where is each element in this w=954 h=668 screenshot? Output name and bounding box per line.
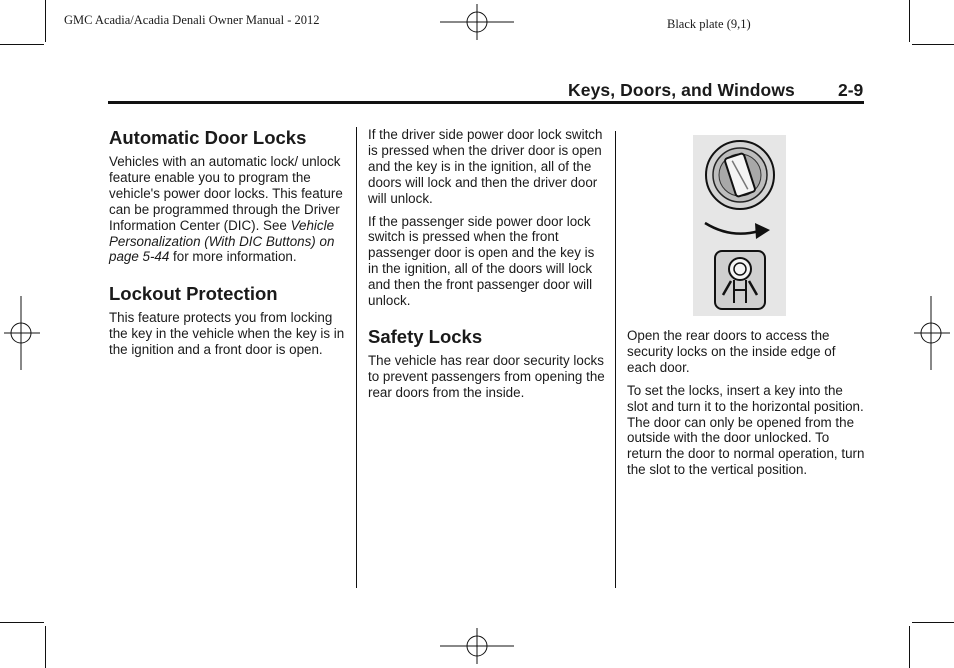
heading-lockout-protection: Lockout Protection bbox=[109, 283, 278, 305]
section-title: Keys, Doors, and Windows bbox=[568, 80, 795, 100]
paragraph: The vehicle has rear door security locks to prevent passengers from opening the rear doors from the inside. bbox=[368, 352, 605, 400]
column-2 bbox=[368, 127, 608, 408]
column-divider bbox=[615, 131, 616, 588]
paragraph: If the passenger side power door lock switch is pressed when the front passenger door is open and the key is in the ignition, all of the doors will lock and then the front passenger door will unlock. bbox=[368, 213, 595, 309]
lock-slot-icon bbox=[706, 141, 774, 209]
paragraph: Open the rear doors to access the security locks on the inside edge of each door. bbox=[627, 328, 836, 375]
cross-reference-link[interactable]: Vehicle Personalization (With DIC Buttons) on page 5-44 bbox=[109, 217, 335, 265]
paragraph: To set the locks, insert a key into the slot and turn it to the horizontal position. The door can only be opened from the outside with the door unlocked. To return the door to normal operation, turn the slot to the vertical position. bbox=[627, 382, 865, 478]
turn-arrow-icon bbox=[705, 223, 770, 239]
header-rule bbox=[108, 101, 864, 104]
column-1 bbox=[109, 127, 349, 365]
plate-info-left: GMC Acadia/Acadia Denali Owner Manual - 2012 bbox=[64, 13, 320, 27]
page-number: 2-9 bbox=[838, 80, 864, 100]
column-divider bbox=[356, 127, 357, 588]
child-lock-icon bbox=[715, 251, 765, 309]
column-3 bbox=[627, 328, 867, 485]
plate-info-right: Black plate (9,1) bbox=[667, 17, 751, 31]
paragraph: If the driver side power door lock switch is pressed when the driver door is open and the key is in the ignition, all of the doors will lock and then the driver door will unlock. bbox=[368, 127, 603, 206]
text: Vehicles with an automatic lock/ unlock feature enable you to program the vehicle's power door locks. This feature can be programmed through the Driver Information Center (DIC). See bbox=[109, 154, 343, 233]
paragraph: This feature protects you from locking the key in the vehicle when the key is in the ignition and a front door is open. bbox=[109, 310, 345, 358]
text: for more information. bbox=[169, 249, 297, 265]
heading-safety-locks: Safety Locks bbox=[368, 325, 483, 347]
heading-automatic-door-locks: Automatic Door Locks bbox=[109, 127, 307, 148]
safety-lock-illustration bbox=[693, 135, 786, 316]
paragraph bbox=[109, 154, 349, 265]
